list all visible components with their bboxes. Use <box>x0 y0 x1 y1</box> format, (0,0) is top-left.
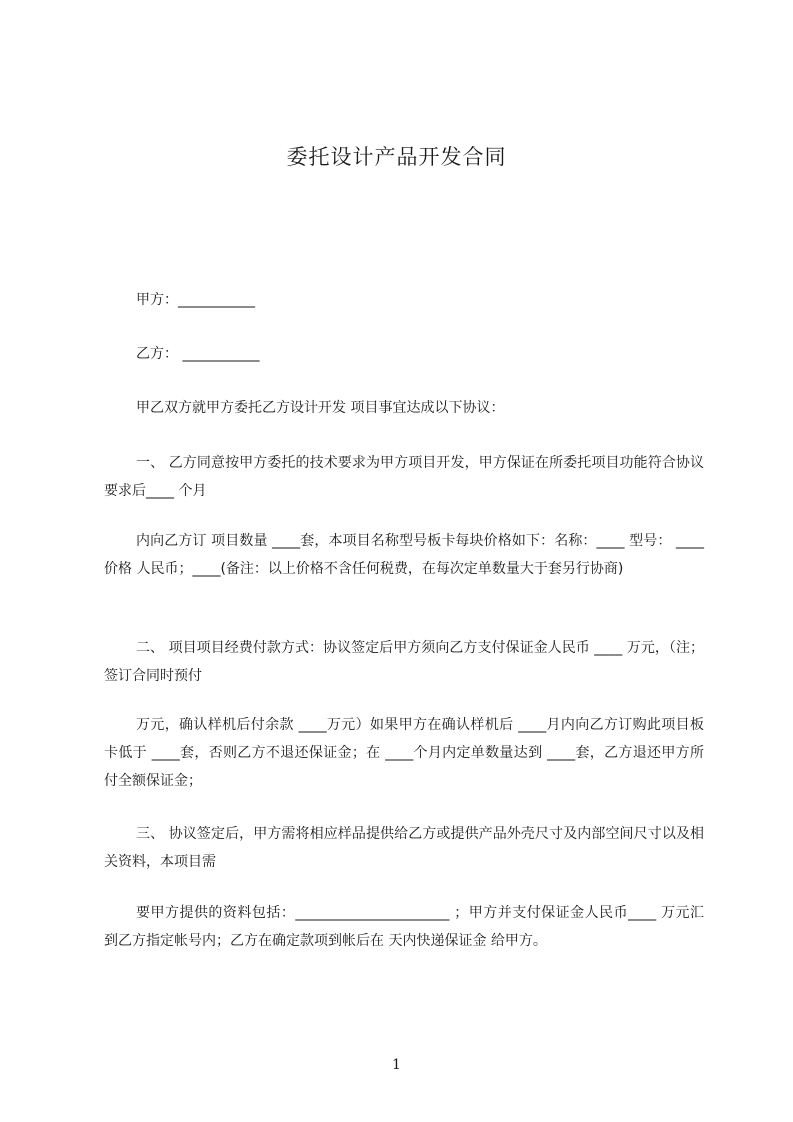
clause-3-continuation: 要甲方提供的资料包括：______________________ ；甲方并支付保证金人民币____ 万元汇到乙方指定帐号内；乙方在确定款项到帐后在 天内快递保证金 给甲方。 <box>104 905 704 949</box>
intro-paragraph: 甲乙双方就甲方委托乙方设计开发 项目事宜达成以下协议： <box>136 400 505 416</box>
clause-2-paragraph: 二、 项目项目经费付款方式：协议签定后甲方须向乙方支付保证金人民币 ____ 万元，（注；签订合同时预付 <box>104 640 704 684</box>
clause-3-paragraph: 三、 协议签定后，甲方需将相应样品提供给乙方或提供产品外壳尺寸及内部空间尺寸以及相关资料，本项目需 <box>104 826 704 870</box>
clause-1-paragraph: 一、 乙方同意按甲方委托的技术要求为甲方项目开发，甲方保证在所委托项目功能符合协议要求后____ 个月 <box>104 455 704 499</box>
party-b-line: 乙方： ___________ <box>136 346 260 362</box>
clause-1-continuation: 内向乙方订 项目数量 ____套，本项目名称型号板卡每块价格如下：名称：____ 型号： ____价格 人民币；____(备注：以上价格不含任何税费，在每次定单数量大于套另行协商) <box>104 533 704 577</box>
party-a-line: 甲方：___________ <box>136 292 255 308</box>
page-number: 1 <box>392 1057 401 1073</box>
document-title: 委托设计产品开发合同 <box>286 145 507 169</box>
clause-2-continuation: 万元，确认样机后付余款 ____万元）如果甲方在确认样机后 ____月内向乙方订购此项目板卡低于 ____套，否则乙方不退还保证金；在 ____个月内定单数量达到 ____套，乙方退还甲方所付全额保证金； <box>104 717 704 789</box>
